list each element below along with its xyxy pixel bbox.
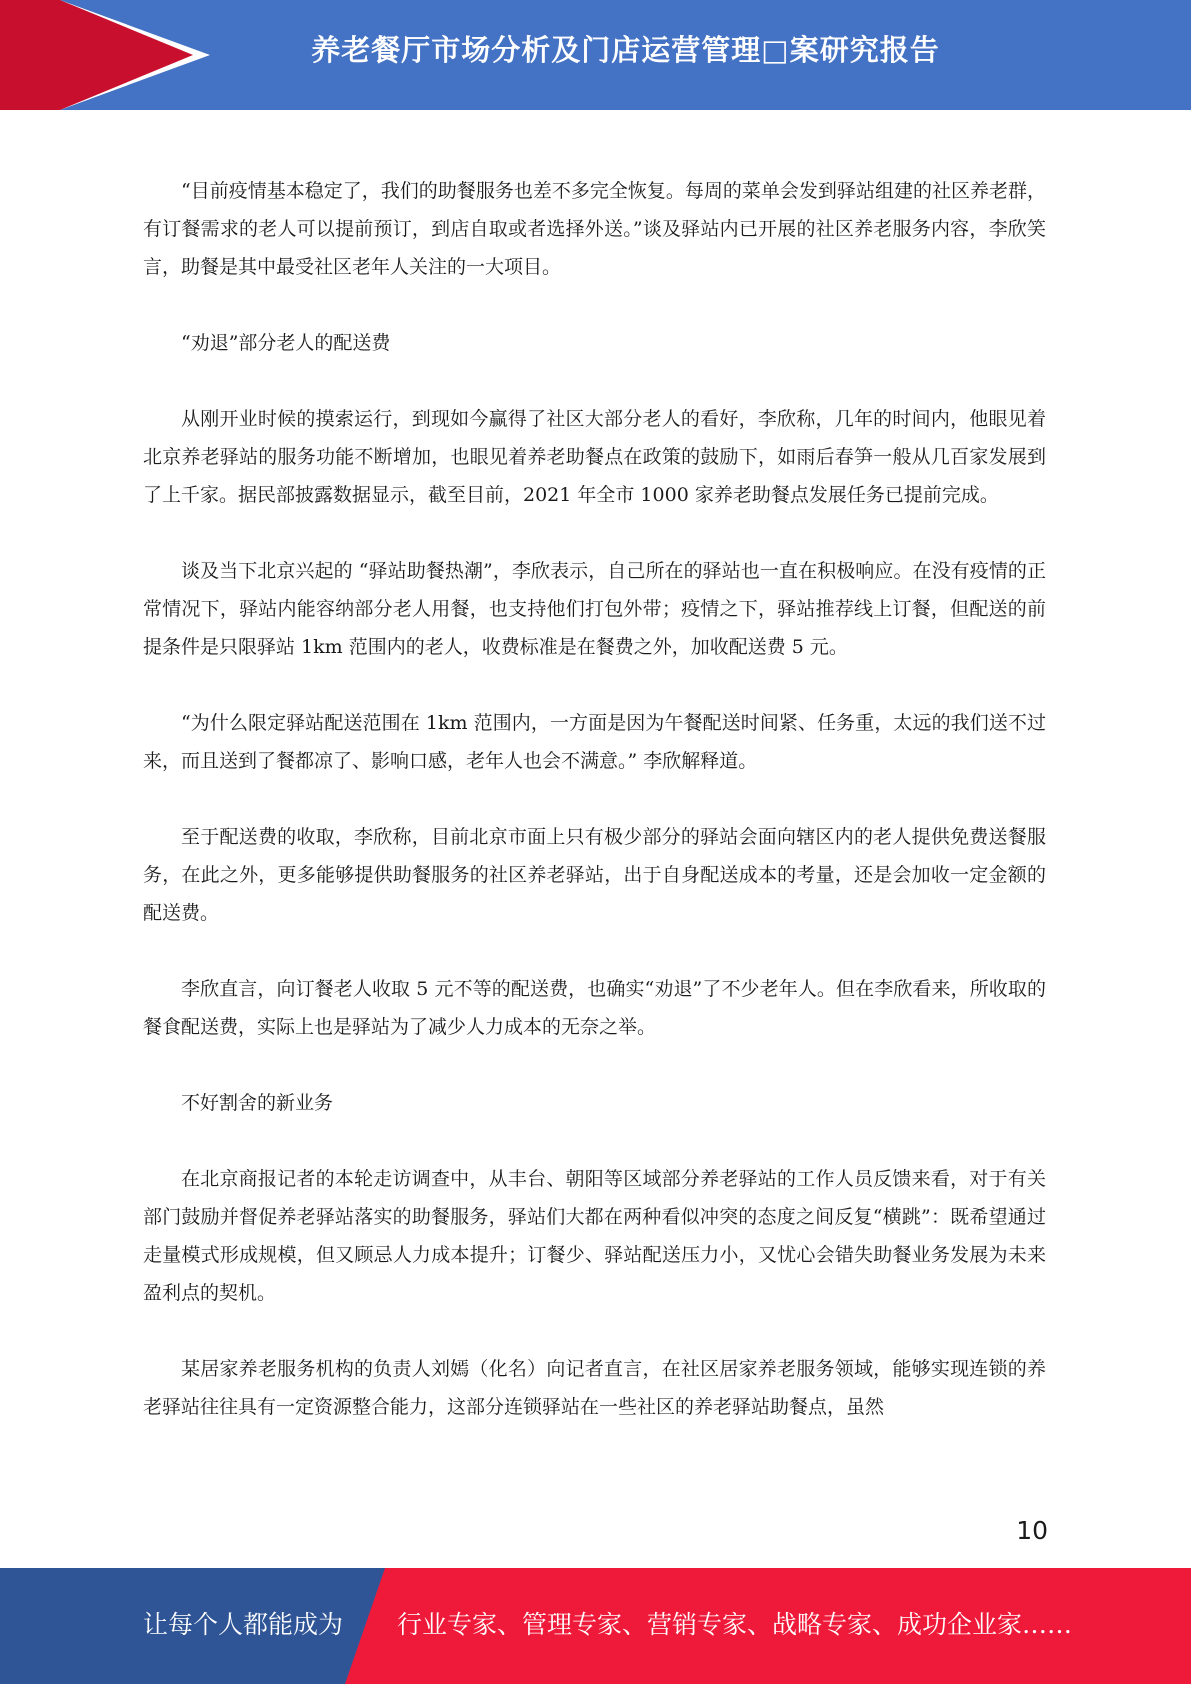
- paragraph: 至于配送费的收取，李欣称，目前北京市面上只有极少部分的驿站会面向辖区内的老人提供免费送餐服务，在此之外，更多能够提供助餐服务的社区养老驿站，出于自身配送成本的考量，还是会加收一定金额的配送费。: [143, 826, 1046, 924]
- section-subheading: “劝退”部分老人的配送费: [181, 332, 391, 354]
- paragraph: 在北京商报记者的本轮走访调查中，从丰台、朝阳等区域部分养老驿站的工作人员反馈来看，对于有关部门鼓励并督促养老驿站落实的助餐服务，驿站们大都在两种看似冲突的态度之间反复“横跳”：既希望通过走量模式形成规模，但又顾忌人力成本提升；订餐少、驿站配送压力小，又忧心会错失助餐业务发展为未来盈利点的契机。: [143, 1168, 1046, 1304]
- page-footer: [0, 1568, 1191, 1684]
- paragraph: 从刚开业时候的摸索运行，到现如今赢得了社区大部分老人的看好，李欣称，几年的时间内，他眼见着北京养老驿站的服务功能不断增加，也眼见着养老助餐点在政策的鼓励下，如雨后春笋一般从几百家发展到了上千家。据民部披露数据显示，截至目前，2021 年全市 1000 家养老助餐点发展任务已提前完成。: [143, 408, 1046, 506]
- paragraph: “为什么限定驿站配送范围在 1km 范围内，一方面是因为午餐配送时间紧、任务重，太远的我们送不过来，而且送到了餐都凉了、影响口感，老年人也会不满意。” 李欣解释道。: [143, 712, 1046, 772]
- document-body: [143, 172, 1046, 1464]
- footer-slogan-roles: 行业专家、管理专家、营销专家、战略专家、成功企业家……: [397, 1610, 1073, 1639]
- page-header: [0, 0, 1191, 110]
- paragraph: “目前疫情基本稳定了，我们的助餐服务也差不多完全恢复。每周的菜单会发到驿站组建的社区养老群，有订餐需求的老人可以提前预订，到店自取或者选择外送。”谈及驿站内已开展的社区养老服务内容，李欣笑言，助餐是其中最受社区老年人关注的一大项目。: [143, 180, 1046, 278]
- page-number: 10: [1016, 1516, 1048, 1545]
- paragraph: 谈及当下北京兴起的 “驿站助餐热潮”，李欣表示，自己所在的驿站也一直在积极响应。在没有疫情的正常情况下，驿站内能容纳部分老人用餐，也支持他们打包外带；疫情之下，驿站推荐线上订餐，但配送的前提条件是只限驿站 1km 范围内的老人，收费标准是在餐费之外，加收配送费 5 元。: [143, 560, 1046, 658]
- footer-slogan-lead: 让每个人都能成为: [143, 1610, 344, 1639]
- paragraph: 某居家养老服务机构的负责人刘嫣（化名）向记者直言，在社区居家养老服务领域，能够实现连锁的养老驿站往往具有一定资源整合能力，这部分连锁驿站在一些社区的养老驿站助餐点，虽然: [143, 1358, 1046, 1418]
- paragraph: 李欣直言，向订餐老人收取 5 元不等的配送费，也确实“劝退”了不少老年人。但在李欣看来，所收取的餐食配送费，实际上也是驿站为了减少人力成本的无奈之举。: [143, 978, 1046, 1038]
- header-red-block: [0, 0, 60, 110]
- report-title: 养老餐厅市场分析及门店运营管理□案研究报告: [311, 33, 940, 67]
- section-subheading: 不好割舍的新业务: [181, 1092, 334, 1114]
